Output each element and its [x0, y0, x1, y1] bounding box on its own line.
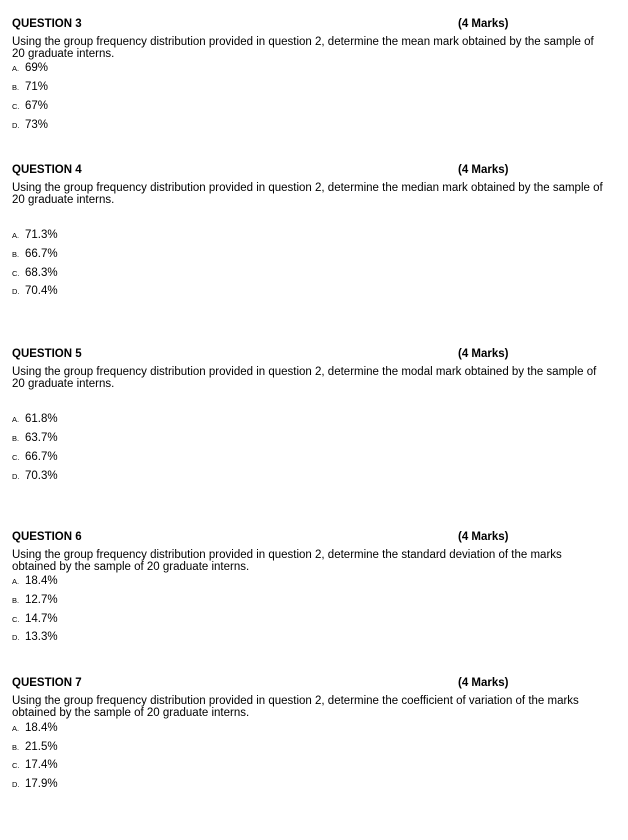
option-c	[12, 758, 58, 772]
option-letter: A.	[12, 577, 20, 586]
option-value: 63.7%	[25, 432, 58, 444]
option-value: 17.9%	[25, 778, 58, 790]
question-6	[12, 531, 612, 643]
question-title: QUESTION 7	[12, 677, 82, 689]
option-value: 21.5%	[25, 741, 58, 753]
option-value: 67%	[25, 100, 49, 112]
option-value: 68.3%	[25, 267, 58, 279]
option-value: 18.4%	[25, 722, 58, 734]
option-b	[12, 80, 48, 94]
question-header	[12, 531, 612, 545]
option-c	[12, 99, 48, 113]
question-title: QUESTION 4	[12, 164, 82, 176]
option-a	[12, 412, 58, 426]
option-a	[12, 721, 58, 735]
option-value: 71%	[25, 81, 49, 93]
option-letter: C.	[12, 761, 20, 770]
question-header	[12, 348, 612, 362]
option-value: 70.3%	[25, 470, 58, 482]
option-value: 12.7%	[25, 594, 58, 606]
option-letter: D.	[12, 287, 20, 296]
option-c	[12, 612, 58, 626]
question-header	[12, 18, 612, 32]
question-title: QUESTION 5	[12, 348, 82, 360]
option-c	[12, 450, 58, 464]
option-letter: C.	[12, 453, 20, 462]
option-value: 73%	[25, 119, 49, 131]
option-value: 66.7%	[25, 248, 58, 260]
option-a	[12, 228, 58, 242]
question-text: Using the group frequency distribution provided in question 2, determine the mean mark obtained by the sample of 20 graduate interns.	[12, 36, 594, 60]
option-letter: B.	[12, 434, 20, 443]
option-b	[12, 593, 58, 607]
option-d	[12, 284, 58, 298]
option-value: 71.3%	[25, 229, 58, 241]
option-a	[12, 574, 58, 588]
option-b	[12, 740, 58, 754]
option-letter: A.	[12, 231, 20, 240]
option-letter: B.	[12, 83, 20, 92]
option-letter: C.	[12, 269, 20, 278]
option-letter: B.	[12, 596, 20, 605]
option-value: 66.7%	[25, 451, 58, 463]
option-letter: C.	[12, 615, 20, 624]
option-letter: D.	[12, 780, 20, 789]
question-marks: (4 Marks)	[458, 531, 509, 543]
option-value: 69%	[25, 62, 49, 74]
question-title: QUESTION 6	[12, 531, 82, 543]
option-letter: B.	[12, 250, 20, 259]
option-letter: A.	[12, 415, 20, 424]
option-value: 13.3%	[25, 631, 58, 643]
question-7	[12, 677, 612, 790]
option-letter: A.	[12, 64, 20, 73]
question-header	[12, 677, 612, 691]
question-text: Using the group frequency distribution provided in question 2, determine the coefficient of variation of the marks obtained by the sample of 20 graduate interns.	[12, 695, 579, 719]
option-c	[12, 266, 58, 280]
option-value: 17.4%	[25, 759, 58, 771]
option-b	[12, 247, 58, 261]
question-title: QUESTION 3	[12, 18, 82, 30]
option-value: 18.4%	[25, 575, 58, 587]
question-text: Using the group frequency distribution provided in question 2, determine the standard deviation of the marks obtained by the sample of 20 graduate interns.	[12, 549, 562, 573]
option-b	[12, 431, 58, 445]
question-marks: (4 Marks)	[458, 677, 509, 689]
option-d	[12, 118, 48, 132]
option-a	[12, 61, 48, 75]
question-marks: (4 Marks)	[458, 18, 509, 30]
option-letter: A.	[12, 724, 20, 733]
question-text: Using the group frequency distribution provided in question 2, determine the modal mark obtained by the sample of 20 graduate interns.	[12, 366, 597, 390]
option-value: 14.7%	[25, 613, 58, 625]
option-d	[12, 777, 58, 791]
question-text: Using the group frequency distribution provided in question 2, determine the median mark obtained by the sample of 20 graduate interns.	[12, 182, 603, 206]
option-value: 61.8%	[25, 413, 58, 425]
question-marks: (4 Marks)	[458, 164, 509, 176]
question-4	[12, 164, 612, 297]
question-marks: (4 Marks)	[458, 348, 509, 360]
option-d	[12, 469, 58, 483]
option-d	[12, 630, 58, 644]
option-value: 70.4%	[25, 285, 58, 297]
option-letter: C.	[12, 102, 20, 111]
option-letter: D.	[12, 121, 20, 130]
question-5	[12, 348, 612, 482]
option-letter: D.	[12, 472, 20, 481]
question-header	[12, 164, 612, 178]
option-letter: B.	[12, 743, 20, 752]
question-3	[12, 18, 612, 131]
option-letter: D.	[12, 633, 20, 642]
